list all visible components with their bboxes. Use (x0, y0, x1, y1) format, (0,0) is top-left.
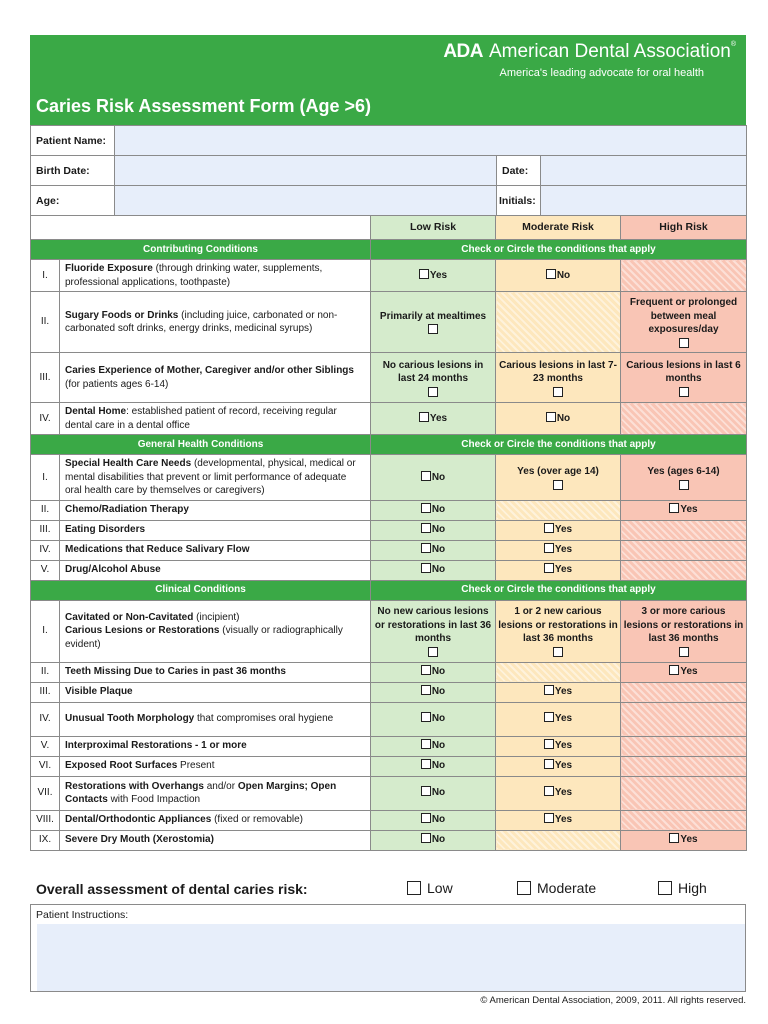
condition-label (60, 560, 371, 580)
low-risk-checkbox[interactable] (421, 786, 431, 796)
moderate-risk-cell (496, 403, 621, 435)
condition-name: Drug/Alcohol Abuse (65, 564, 161, 576)
moderate-risk-cell (496, 736, 621, 756)
low-risk-option-label: No (431, 471, 446, 483)
low-risk-cell (371, 810, 496, 830)
condition-row (31, 403, 747, 435)
birth-date-field[interactable] (115, 156, 497, 186)
condition-label (60, 600, 371, 662)
low-risk-option-label: No (431, 787, 446, 799)
low-risk-cell (371, 403, 496, 435)
low-risk-checkbox[interactable] (421, 833, 431, 843)
moderate-risk-option[interactable] (544, 713, 572, 724)
high-risk-cell (621, 560, 747, 580)
moderate-risk-option[interactable] (544, 740, 572, 751)
low-risk-checkbox[interactable] (419, 269, 429, 279)
moderate-risk-cell (496, 540, 621, 560)
risk-table (30, 215, 747, 851)
condition-detail-2: (visually or radiographically evident) (65, 625, 343, 650)
moderate-risk-cell (496, 702, 621, 736)
logo-name: American Dental Association (488, 41, 731, 62)
moderate-risk-cell (496, 500, 621, 520)
moderate-risk-checkbox[interactable] (544, 786, 554, 796)
moderate-risk-cell (496, 682, 621, 702)
high-risk-checkbox[interactable] (679, 480, 689, 490)
copyright: © American Dental Association, 2009, 2011. All rights reserved. (480, 995, 746, 1006)
condition-row (31, 810, 747, 830)
condition-row (31, 500, 747, 520)
row-number: I. (31, 455, 60, 501)
section-header-contributing (31, 240, 747, 260)
condition-label (60, 403, 371, 435)
moderate-risk-option[interactable] (544, 787, 572, 798)
high-risk-cell (621, 500, 747, 520)
high-risk-cell (621, 810, 747, 830)
condition-row (31, 702, 747, 736)
high-risk-checkbox[interactable] (669, 503, 679, 513)
low-risk-option[interactable] (421, 472, 445, 483)
low-risk-option-label: No (431, 504, 446, 516)
low-risk-option-label: No (431, 814, 446, 826)
row-number: V. (31, 736, 60, 756)
moderate-risk-checkbox[interactable] (544, 712, 554, 722)
row-number: IV. (31, 403, 60, 435)
row-number: III. (31, 520, 60, 540)
moderate-risk-option[interactable] (544, 814, 572, 825)
low-risk-option[interactable] (421, 814, 445, 825)
low-risk-checkbox[interactable] (421, 712, 431, 722)
moderate-risk-option[interactable] (544, 564, 572, 575)
low-risk-option[interactable] (421, 713, 445, 724)
high-risk-cell (621, 403, 747, 435)
condition-name: Visible Plaque (65, 686, 133, 698)
moderate-risk-checkbox[interactable] (544, 759, 554, 769)
overall-moderate-label: Moderate (537, 880, 597, 896)
condition-detail: (through drinking water, supplements, professional applications, toothpaste) (65, 263, 323, 288)
overall-low-checkbox[interactable] (407, 881, 421, 895)
moderate-risk-checkbox[interactable] (553, 480, 563, 490)
moderate-risk-option-label: Yes (554, 544, 573, 556)
moderate-risk-option-label: Yes (554, 713, 573, 725)
low-risk-option-label: No (431, 686, 446, 698)
condition-row (31, 353, 747, 403)
condition-name: Severe Dry Mouth (Xerostomia) (65, 834, 214, 846)
condition-row (31, 682, 747, 702)
form-title: Caries Risk Assessment Form (Age >6) (36, 96, 371, 116)
moderate-risk-cell (496, 353, 621, 403)
low-risk-checkbox[interactable] (421, 471, 431, 481)
column-header-row (31, 216, 747, 240)
low-risk-checkbox[interactable] (419, 412, 429, 422)
patient-info-table (30, 125, 747, 216)
low-risk-checkbox[interactable] (421, 543, 431, 553)
high-risk-checkbox[interactable] (669, 665, 679, 675)
high-risk-header: High Risk (621, 216, 747, 240)
condition-row (31, 292, 747, 353)
section-instruction: Check or Circle the conditions that apply (371, 580, 747, 600)
row-number: II. (31, 662, 60, 682)
high-risk-option-label: Yes (680, 504, 698, 516)
low-risk-cell (371, 540, 496, 560)
condition-row (31, 662, 747, 682)
high-risk-option-label: Yes (680, 666, 698, 678)
high-risk-option-label: Yes (680, 834, 698, 846)
moderate-risk-cell (496, 776, 621, 810)
low-risk-checkbox[interactable] (421, 813, 431, 823)
low-risk-option[interactable] (421, 544, 445, 555)
condition-label (60, 682, 371, 702)
low-risk-option-label: No (431, 760, 446, 772)
moderate-risk-option-label: Yes (554, 564, 573, 576)
high-risk-cell (621, 540, 747, 560)
row-number: IV. (31, 702, 60, 736)
moderate-risk-checkbox[interactable] (544, 685, 554, 695)
condition-row (31, 776, 747, 810)
low-risk-option-label: No (431, 713, 446, 725)
condition-name-2: Carious Lesions or Restorations (65, 625, 220, 637)
low-risk-checkbox[interactable] (421, 759, 431, 769)
low-risk-option[interactable] (419, 270, 447, 281)
low-risk-cell (371, 455, 496, 501)
condition-row (31, 600, 747, 662)
low-risk-cell (371, 776, 496, 810)
moderate-risk-option-label: Yes (554, 760, 573, 772)
birth-date-label: Birth Date: (31, 156, 115, 186)
low-risk-checkbox[interactable] (428, 324, 438, 334)
high-risk-option[interactable] (669, 834, 697, 845)
low-risk-cell (371, 682, 496, 702)
row-number: III. (31, 353, 60, 403)
condition-row (31, 756, 747, 776)
moderate-risk-cell (496, 260, 621, 292)
high-risk-cell (621, 830, 747, 850)
condition-detail: Present (177, 760, 215, 772)
low-risk-option-label: No (431, 834, 446, 846)
low-risk-checkbox[interactable] (421, 503, 431, 513)
low-risk-option-label: No (431, 666, 446, 678)
condition-name: Chemo/Radiation Therapy (65, 504, 189, 516)
row-number: I. (31, 260, 60, 292)
overall-moderate-option[interactable] (517, 880, 596, 896)
condition-label (60, 810, 371, 830)
low-risk-option-label: Yes (429, 412, 448, 424)
moderate-risk-option-text: Yes (over age 14) (517, 466, 599, 477)
section-header-general (31, 435, 747, 455)
condition-name: Dental Home (65, 406, 127, 417)
moderate-risk-option-label: Yes (554, 814, 573, 826)
condition-detail: (including juice, carbonated or non-carbonated soft drinks, energy drinks, medicinal syrups) (65, 309, 338, 334)
low-risk-cell (371, 560, 496, 580)
overall-assessment-label: Overall assessment of dental caries risk: (36, 881, 308, 897)
high-risk-option[interactable] (669, 666, 697, 677)
low-risk-option[interactable] (421, 740, 445, 751)
row-number: VI. (31, 756, 60, 776)
moderate-risk-option[interactable] (544, 544, 572, 555)
low-risk-cell (371, 756, 496, 776)
tagline: America's leading advocate for oral health (499, 67, 704, 79)
low-risk-cell (371, 500, 496, 520)
high-risk-option-text: Frequent or prolonged between meal exposures/day (629, 297, 738, 336)
low-risk-option-label: No (431, 740, 446, 752)
low-risk-cell (371, 662, 496, 682)
low-risk-cell (371, 520, 496, 540)
low-risk-option[interactable] (421, 524, 445, 535)
low-risk-option-text: Primarily at mealtimes (379, 310, 487, 322)
low-risk-option[interactable] (421, 666, 445, 677)
moderate-risk-option[interactable] (544, 686, 572, 697)
condition-row (31, 260, 747, 292)
section-instruction: Check or Circle the conditions that apply (371, 435, 747, 455)
patient-instructions-label: Patient Instructions: (36, 909, 129, 921)
low-risk-checkbox[interactable] (421, 523, 431, 533)
low-risk-option-text: No new carious lesions or restorations in last 36 months (374, 606, 492, 645)
moderate-risk-checkbox[interactable] (546, 269, 556, 279)
condition-row (31, 736, 747, 756)
low-risk-option[interactable] (421, 564, 445, 575)
high-risk-option-text: Carious lesions in last 6 months (626, 359, 741, 384)
moderate-risk-header: Moderate Risk (496, 216, 621, 240)
row-number: II. (31, 500, 60, 520)
high-risk-cell (621, 520, 747, 540)
row-number: VII. (31, 776, 60, 810)
high-risk-cell (621, 756, 747, 776)
high-risk-cell (621, 736, 747, 756)
condition-detail: : established patient of record, receiving regular dental care in a dental office (65, 406, 337, 431)
low-risk-option[interactable] (421, 504, 445, 515)
overall-high-label: High (678, 880, 707, 896)
moderate-risk-option-label: Yes (554, 686, 573, 698)
condition-name: Exposed Root Surfaces (65, 760, 178, 772)
section-header-clinical (31, 580, 747, 600)
condition-name-2: Open Margins; Open Contacts (65, 780, 337, 805)
date-field[interactable] (541, 156, 747, 186)
condition-row (31, 455, 747, 501)
section-title: General Health Conditions (31, 435, 371, 455)
form-header (30, 35, 746, 125)
moderate-risk-cell (496, 455, 621, 501)
low-risk-cell (371, 353, 496, 403)
initials-field[interactable] (541, 186, 747, 216)
section-title: Contributing Conditions (31, 240, 371, 260)
condition-label (60, 830, 371, 850)
condition-name: Sugary Foods or Drinks (65, 309, 179, 321)
registered-mark: ® (730, 41, 736, 48)
condition-detail: and/or (203, 780, 238, 792)
section-title: Clinical Conditions (31, 580, 371, 600)
low-risk-option-text: No carious lesions in last 24 months (382, 359, 484, 384)
moderate-risk-option-text: 1 or 2 new carious lesions or restorations in last 36 months (498, 606, 618, 645)
condition-label (60, 260, 371, 292)
moderate-risk-cell (496, 810, 621, 830)
moderate-risk-option-label: Yes (554, 787, 573, 799)
overall-moderate-checkbox[interactable] (517, 881, 531, 895)
condition-name: Medications that Reduce Salivary Flow (65, 544, 250, 556)
high-risk-checkbox[interactable] (679, 647, 689, 657)
low-risk-cell (371, 702, 496, 736)
moderate-risk-option[interactable] (544, 760, 572, 771)
low-risk-option[interactable] (419, 413, 447, 424)
condition-name: Interproximal Restorations - 1 or more (65, 740, 247, 752)
low-risk-cell (371, 292, 496, 353)
high-risk-checkbox[interactable] (669, 833, 679, 843)
condition-row (31, 830, 747, 850)
moderate-risk-checkbox[interactable] (544, 543, 554, 553)
moderate-risk-cell (496, 662, 621, 682)
row-number: I. (31, 600, 60, 662)
high-risk-cell (621, 662, 747, 682)
moderate-risk-checkbox[interactable] (544, 563, 554, 573)
moderate-risk-checkbox[interactable] (553, 387, 563, 397)
patient-name-field[interactable] (115, 126, 747, 156)
patient-instructions-box (30, 904, 746, 992)
condition-detail-2: with Food Impaction (107, 794, 201, 805)
low-risk-header: Low Risk (371, 216, 496, 240)
low-risk-option[interactable] (421, 787, 445, 798)
high-risk-checkbox[interactable] (679, 387, 689, 397)
row-number: V. (31, 560, 60, 580)
age-label: Age: (31, 186, 115, 216)
moderate-risk-cell (496, 756, 621, 776)
low-risk-checkbox[interactable] (421, 563, 431, 573)
high-risk-cell (621, 455, 747, 501)
moderate-risk-option-label: No (556, 269, 571, 281)
low-risk-option-label: No (431, 564, 446, 576)
moderate-risk-option-label: Yes (554, 740, 573, 752)
condition-label (60, 353, 371, 403)
moderate-risk-cell (496, 292, 621, 353)
condition-label (60, 520, 371, 540)
high-risk-cell (621, 600, 747, 662)
condition-label (60, 736, 371, 756)
low-risk-cell (371, 260, 496, 292)
condition-detail: (fixed or removable) (211, 814, 304, 826)
high-risk-cell (621, 702, 747, 736)
row-number: IV. (31, 540, 60, 560)
low-risk-cell (371, 736, 496, 756)
low-risk-option[interactable] (421, 760, 445, 771)
overall-low-option[interactable] (407, 880, 453, 896)
row-number: III. (31, 682, 60, 702)
condition-detail: (for patients ages 6-14) (65, 378, 169, 390)
condition-label (60, 292, 371, 353)
low-risk-checkbox[interactable] (421, 739, 431, 749)
low-risk-cell (371, 600, 496, 662)
low-risk-checkbox[interactable] (428, 387, 438, 397)
moderate-risk-checkbox[interactable] (544, 523, 554, 533)
low-risk-checkbox[interactable] (421, 685, 431, 695)
condition-name: Fluoride Exposure (65, 263, 153, 274)
moderate-risk-option[interactable] (544, 524, 572, 535)
condition-detail: (incipient) (193, 611, 240, 623)
overall-low-label: Low (427, 880, 453, 896)
low-risk-checkbox[interactable] (421, 665, 431, 675)
condition-name: Unusual Tooth Morphology (65, 713, 195, 725)
overall-high-checkbox[interactable] (658, 881, 672, 895)
condition-detail: (developmental, physical, medical or mental disabilities that prevent or limit performance of adequate oral health care by themselves or caregivers) (65, 458, 356, 496)
condition-name: Cavitated or Non-Cavitated (65, 611, 194, 623)
moderate-risk-cell (496, 560, 621, 580)
high-risk-checkbox[interactable] (679, 338, 689, 348)
high-risk-cell (621, 776, 747, 810)
overall-high-option[interactable] (658, 880, 707, 896)
condition-label (60, 500, 371, 520)
high-risk-cell (621, 682, 747, 702)
low-risk-option-label: No (431, 544, 446, 556)
patient-name-label: Patient Name: (31, 126, 115, 156)
low-risk-option[interactable] (421, 834, 445, 845)
high-risk-cell (621, 260, 747, 292)
moderate-risk-option-text: Carious lesions in last 7-23 months (499, 359, 617, 384)
condition-name: Teeth Missing Due to Caries in past 36 months (65, 666, 286, 678)
moderate-risk-cell (496, 520, 621, 540)
low-risk-option-label: Yes (429, 269, 448, 281)
low-risk-checkbox[interactable] (428, 647, 438, 657)
moderate-risk-option-label: No (556, 412, 571, 424)
condition-name: Caries Experience of Mother, Caregiver and/or other Siblings (65, 365, 354, 376)
patient-instructions-field[interactable] (37, 924, 745, 991)
condition-label (60, 702, 371, 736)
moderate-risk-checkbox[interactable] (544, 739, 554, 749)
moderate-risk-option-label: Yes (554, 524, 573, 536)
condition-detail: that compromises oral hygiene (194, 713, 334, 725)
condition-name: Special Health Care Needs (65, 458, 192, 469)
date-label: Date: (497, 156, 541, 186)
low-risk-cell (371, 830, 496, 850)
high-risk-option-text: Yes (ages 6-14) (647, 466, 720, 477)
moderate-risk-checkbox[interactable] (546, 412, 556, 422)
condition-label (60, 776, 371, 810)
row-number: VIII. (31, 810, 60, 830)
high-risk-option-text: 3 or more carious lesions or restorations in last 36 months (623, 606, 744, 645)
condition-name: Restorations with Overhangs (65, 780, 204, 792)
moderate-risk-checkbox[interactable] (544, 813, 554, 823)
condition-name: Eating Disorders (65, 524, 146, 536)
condition-name: Dental/Orthodontic Appliances (65, 814, 212, 826)
condition-label (60, 662, 371, 682)
condition-label (60, 540, 371, 560)
condition-row (31, 540, 747, 560)
low-risk-option[interactable] (421, 686, 445, 697)
moderate-risk-cell (496, 600, 621, 662)
moderate-risk-cell (496, 830, 621, 850)
ada-logo (443, 41, 736, 63)
moderate-risk-option[interactable] (546, 413, 570, 424)
section-instruction: Check or Circle the conditions that apply (371, 240, 747, 260)
condition-row (31, 560, 747, 580)
high-risk-option[interactable] (669, 504, 697, 515)
moderate-risk-checkbox[interactable] (553, 647, 563, 657)
high-risk-cell (621, 292, 747, 353)
low-risk-option-label: No (431, 524, 446, 536)
moderate-risk-option[interactable] (546, 270, 570, 281)
condition-label (60, 756, 371, 776)
row-number: II. (31, 292, 60, 353)
condition-label (60, 455, 371, 501)
high-risk-cell (621, 353, 747, 403)
row-number: IX. (31, 830, 60, 850)
logo-abbr: ADA (443, 41, 483, 62)
initials-label: Initials: (497, 186, 541, 216)
age-field[interactable] (115, 186, 497, 216)
condition-row (31, 520, 747, 540)
